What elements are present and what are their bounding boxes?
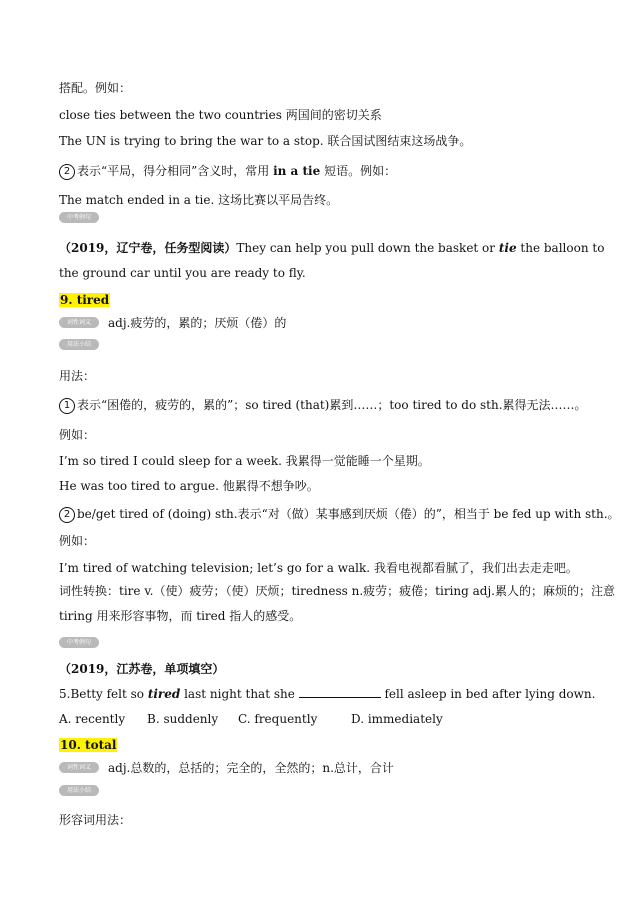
option-a: A. recently <box>59 712 126 726</box>
keyword: tie <box>498 241 517 255</box>
word-heading: 9. tired <box>60 293 110 307</box>
circled-number: 2 <box>59 507 75 523</box>
text-segment: 5.Betty felt so <box>59 687 148 701</box>
text-segment: be/get tired of (doing) sth.表示“对（做）某事感到厌烦（倦）的”，相当于 be fed up with sth.。 <box>77 507 620 521</box>
usage-point-1 <box>59 397 622 414</box>
answer-blank <box>299 686 381 698</box>
phrase: in a tie <box>273 164 321 178</box>
exam-source: （2019，江苏卷，单项填空） <box>59 662 225 676</box>
option-d: D. immediately <box>351 712 443 726</box>
text-segment: 表示“困倦的，疲劳的，累的”；so tired (that)累到……；too tired to do sth.累得无法……。 <box>77 398 587 412</box>
option-c: C. frequently <box>238 712 318 726</box>
exam-example-badge: 中考例句 <box>59 212 99 223</box>
usage-point-2 <box>59 163 622 180</box>
text-segment: fell asleep in bed after lying down. <box>380 687 596 701</box>
exam-example-badge: 中考例句 <box>59 637 99 648</box>
usage-summary-badge: 用法小结 <box>59 339 99 350</box>
keyword: tired <box>147 687 181 701</box>
text-segment: the balloon to the ground car until you are ready to fly. <box>59 241 605 280</box>
circled-number: 1 <box>59 398 75 414</box>
word-heading-9 <box>59 292 622 308</box>
definition-line: adj.总数的，总括的；完全的，全然的；n.总计，合计 <box>108 761 394 775</box>
text-line: 形容词用法： <box>59 813 132 827</box>
pos-meaning-badge: 词性词义 <box>59 317 99 328</box>
text-segment: last night that she <box>180 687 299 701</box>
text-segment: 表示“平局，得分相同”含义时，常用 <box>77 164 274 178</box>
example-line: He was too tired to argue. 他累得不想争吵。 <box>59 479 319 493</box>
usage-point-2 <box>59 506 622 523</box>
text-line: 搭配。例如： <box>59 81 132 95</box>
pos-meaning-badge: 词性词义 <box>59 762 99 773</box>
example-line: close ties between the two countries 两国间的密切关系 <box>59 108 382 122</box>
text-line: 例如： <box>59 428 96 442</box>
usage-summary-badge: 用法小结 <box>59 785 99 796</box>
word-heading: 10. total <box>60 738 117 752</box>
exam-question-5 <box>59 686 622 702</box>
text-segment: They can help you pull down the basket or <box>236 241 499 255</box>
text-segment: 短语。例如： <box>320 164 397 178</box>
text-line: 例如： <box>59 534 96 548</box>
usage-label: 用法： <box>59 369 96 383</box>
definition-line: adj.疲劳的，累的；厌烦（倦）的 <box>108 316 287 330</box>
exam-question <box>59 236 622 286</box>
word-heading-10 <box>59 737 622 753</box>
option-b: B. suddenly <box>147 712 219 726</box>
example-line: I’m tired of watching television; let’s go for a walk. 我看电视都看腻了，我们出去走走吧。 <box>59 561 578 575</box>
example-line: The match ended in a tie. 这场比赛以平局告终。 <box>59 193 339 207</box>
word-conversion: 词性转换：tire v.（使）疲劳；（使）厌烦；tiredness n.疲劳；疲倦；tiring adj.累人的；麻烦的；注意 tiring 用来形容事物，而 tired 指人的感受。 <box>59 584 615 623</box>
example-line: The UN is trying to bring the war to a stop. 联合国试图结束这场战争。 <box>59 134 472 148</box>
source-label: （2019，辽宁卷，任务型阅读） <box>59 241 237 255</box>
circled-number: 2 <box>59 164 75 180</box>
example-line: I’m so tired I could sleep for a week. 我累得一觉能睡一个星期。 <box>59 454 430 468</box>
